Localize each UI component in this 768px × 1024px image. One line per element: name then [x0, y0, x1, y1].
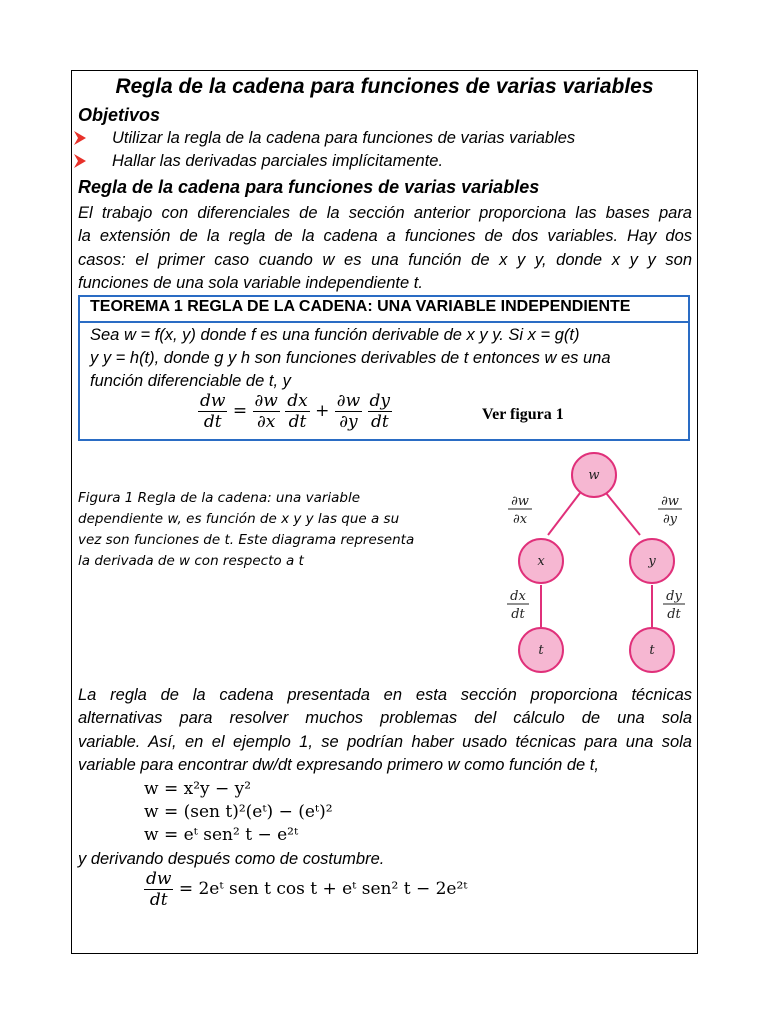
caption-line: vez son funciones de t. Este diagrama representa: [78, 532, 415, 548]
arrow-bullet-icon: [72, 152, 88, 170]
denominator: dt: [288, 412, 307, 432]
edge-label: ∂w: [661, 494, 679, 509]
theorem-line: y y = h(t), donde g y h son funciones derivables de t entonces w es una: [90, 349, 611, 367]
chain-rule-formula: $\frac{dw}{dt}$ = $\frac{\partial w}{\partial x}$ $\frac{dx}{dt}$ + $\frac{\partial w}{\partial y}$ $\frac{dy}{dt}$: [200, 391, 391, 432]
second-paragraph: [78, 684, 692, 777]
arrow-bullet-icon: [72, 129, 88, 147]
fraction: [144, 869, 173, 910]
edge-label: dy: [666, 589, 682, 604]
numerator: dx: [287, 391, 308, 411]
numerator: ∂w: [254, 391, 278, 411]
paragraph-line: La regla de la cadena presentada en esta sección proporciona técnicas: [78, 686, 692, 704]
after-equations-text: y derivando después como de costumbre.: [78, 850, 385, 868]
numerator: dw: [146, 869, 172, 889]
edge-label: dt: [511, 607, 525, 622]
edge-w-y: [606, 493, 640, 535]
theorem-body: [90, 324, 684, 393]
objectives-heading: Objetivos: [78, 105, 161, 125]
denominator: dt: [370, 412, 389, 432]
page-title: Regla de la cadena para funciones de varias variables: [115, 75, 654, 98]
figure-caption: [78, 488, 458, 572]
chain-rule-tree-diagram: [496, 447, 696, 681]
fraction: [198, 391, 227, 432]
equation: w = x²y − y²: [144, 779, 252, 799]
numerator: dw: [200, 391, 226, 411]
fraction: [368, 391, 393, 432]
fraction: [285, 391, 309, 432]
objective-text: Hallar las derivadas parciales implícitamente.: [112, 152, 444, 170]
caption-line: dependiente w, es función de x y y las que a su: [78, 511, 400, 527]
theorem-line: Sea w = f(x, y) donde f es una función derivable de x y y. Si x = g(t): [90, 326, 580, 344]
document-page: [71, 70, 698, 954]
node-label: x: [537, 554, 545, 569]
edge-label: ∂w: [511, 494, 529, 509]
fraction: [253, 391, 280, 432]
numerator: ∂w: [336, 391, 361, 411]
edge-label: dx: [510, 589, 526, 604]
figure-reference: Ver figura 1: [482, 406, 564, 423]
equation: w = (sen t)²(eᵗ) − (eᵗ)²: [144, 802, 333, 822]
section-heading: Regla de la cadena para funciones de varias variables: [78, 177, 540, 197]
denominator: ∂y: [339, 412, 358, 432]
node-label: y: [648, 554, 656, 569]
paragraph-line: funciones de una sola variable independiente t.: [78, 273, 423, 292]
edge-w-x: [548, 493, 580, 535]
intro-paragraph: [78, 202, 692, 295]
denominator: ∂x: [256, 412, 276, 432]
paragraph-line: variable para encontrar dw/dt expresando primero w como función de t,: [78, 755, 599, 774]
final-rhs: = 2eᵗ sen t cos t + eᵗ sen² t − 2e²ᵗ: [178, 879, 468, 899]
node-label: w: [588, 468, 600, 483]
paragraph-line: casos: el primer caso cuando w es una función de x y y, donde x y y son: [78, 250, 692, 269]
equation: w = eᵗ sen² t − e²ᵗ: [144, 825, 299, 845]
paragraph-line: variable. Así, en el ejemplo 1, se podrían haber usado técnicas para una sola: [78, 732, 692, 751]
theorem-box: [78, 295, 690, 441]
node-label: t: [538, 643, 544, 658]
paragraph-line: El trabajo con diferenciales de la sección anterior proporciona las bases para: [78, 204, 692, 222]
edge-label: ∂x: [512, 512, 528, 527]
node-label: t: [649, 643, 655, 658]
final-derivative: [144, 869, 467, 910]
theorem-line: función diferenciable de t, y: [90, 372, 291, 390]
fraction: [335, 391, 362, 432]
theorem-heading: TEOREMA 1 REGLA DE LA CADENA: UNA VARIABLE INDEPENDIENTE: [80, 297, 688, 323]
denominator: dt: [149, 890, 168, 910]
edge-label: dt: [667, 607, 681, 622]
edge-label: ∂y: [662, 512, 678, 527]
paragraph-line: la extensión de la regla de la cadena a funciones de dos variables. Hay dos: [78, 227, 692, 246]
caption-line: la derivada de w con respecto a t: [78, 553, 304, 569]
denominator: dt: [203, 412, 222, 432]
paragraph-line: alternativas para resolver muchos problemas del cálculo de una sola: [78, 709, 692, 728]
objective-text: Utilizar la regla de la cadena para funciones de varias variables: [112, 129, 576, 147]
numerator: dy: [369, 391, 391, 411]
caption-line: Figura 1 Regla de la cadena: una variable: [78, 490, 361, 506]
